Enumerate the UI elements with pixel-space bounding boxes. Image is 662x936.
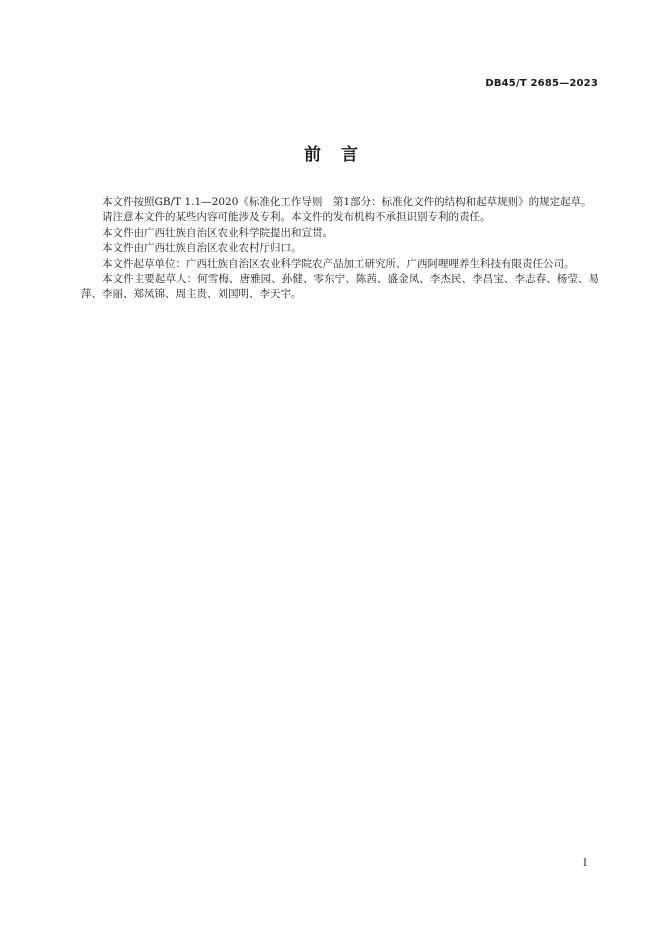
document-code: DB45/T 2685—2023 xyxy=(485,78,598,89)
paragraph-drafting-units: 本文件起草单位：广西壮族自治区农业科学院农产品加工研究所、广西阿哩哩养生科技有限责任公司。 xyxy=(102,257,575,270)
paragraph-drafting-rules: 本文件按照GB/T 1.1—2020《标准化工作导则 第1部分：标准化文件的结构和起草规则》的规定起草。 xyxy=(102,196,592,208)
paragraph-patent-notice: 请注意本文件的某些内容可能涉及专利。本文件的发布机构不承担识别专利的责任。 xyxy=(102,211,491,224)
paragraph-drafters: 本文件主要起草人：何雪梅、唐雅园、孙健、零东宁、陈茜、盛金凤、李杰民、李昌宝、李志春、杨莹、易萍、李丽、郑凤锦、周主贵、刘国明、李天宇。 xyxy=(81,273,599,301)
page-title: 前言 xyxy=(304,145,378,165)
paragraph-proposer: 本文件由广西壮族自治区农业科学院提出和宣贯。 xyxy=(102,226,333,239)
paragraph-administrator: 本文件由广西壮族自治区农业农村厅归口。 xyxy=(102,242,302,255)
page-number: I xyxy=(583,858,587,869)
preface-body xyxy=(81,195,599,303)
